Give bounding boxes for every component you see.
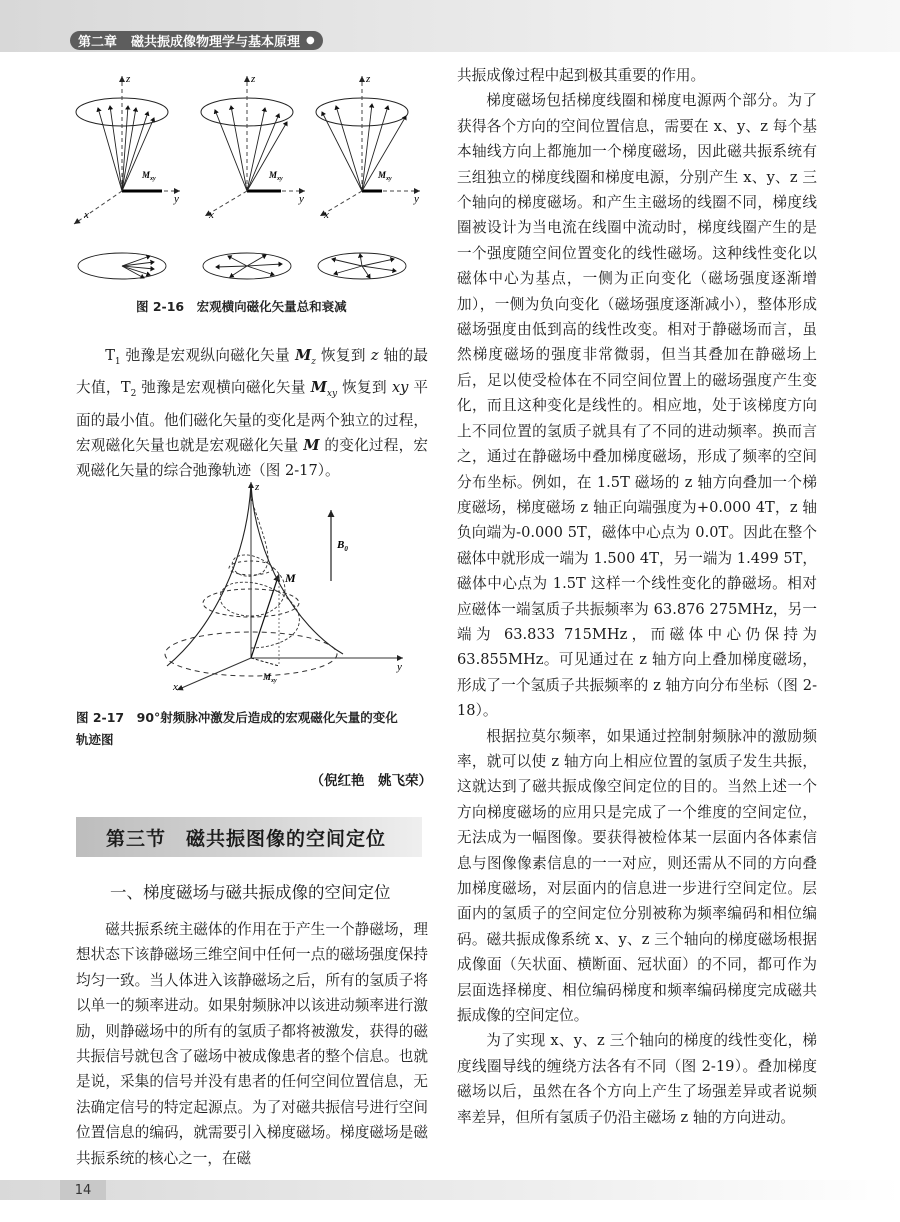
figure-2-17-caption xyxy=(76,707,432,751)
chapter-pill xyxy=(70,31,323,50)
right-column xyxy=(457,63,817,1130)
caption-line: 图 2-17 90°射频脉冲激发后造成的宏观磁化矢量的变化 xyxy=(76,710,398,725)
svg-text:Mxy: $M_{xy}$ xyxy=(142,170,156,182)
svg-text:B0: $B_0$ xyxy=(337,539,348,553)
chapter-label: 第二章 xyxy=(78,35,118,50)
svg-text:y: y xyxy=(174,193,179,205)
subsection-heading: 一、梯度磁场与磁共振成像的空间定位 xyxy=(110,883,391,902)
svg-text:y: y xyxy=(397,661,402,673)
figure-2-17 xyxy=(155,476,415,698)
svg-text:z: z xyxy=(126,73,131,85)
running-header xyxy=(0,0,900,52)
svg-text:Mxy: $M_{xy}$ xyxy=(263,672,277,684)
svg-text:Mxy: $M_{xy}$ xyxy=(269,170,283,182)
paragraph: 为了实现 x、y、z 三个轴向的梯度的线性变化，梯度线圈导线的缠绕方法各有不同（图 2-19）。叠加梯度磁场以后，虽然在各个方向上产生了场强差异或者说频率差异，但所有氢质子仍沿主磁场 z 轴的方向进动。 xyxy=(457,1032,817,1126)
section-title: 第三节 磁共振图像的空间定位 xyxy=(106,827,387,850)
svg-text:x: x xyxy=(324,209,329,221)
svg-text:Mxy: $M_{xy}$ xyxy=(378,170,392,182)
svg-text:z: z xyxy=(255,481,260,493)
authors: （倪红艳 姚飞荣） xyxy=(310,773,432,789)
section-heading xyxy=(76,817,422,857)
paragraph: 根据拉莫尔频率，如果通过控制射频脉冲的激励频率，就可以使 z 轴方向上相应位置的氢质子发生共振，这就达到了磁共振成像空间定位的目的。当然上述一个方向梯度磁场的应用只是完成了一个维度的空间定位，无法成为一幅图像。要获得被检体某一层面内各体素信息与图像像素信息的一一对应，则还需从不同的方向叠加梯度磁场，对层面内的信息进一步进行空间定位。层面内的氢质子的空间定位分别被称为频率编码和相位编码。磁共振成像系统 x、y、z 三个轴向的梯度磁场根据成像面（矢状面、横断面、冠状面）的不同，都可作为层面选择梯度、相位编码梯度和频率编码梯度完成磁共振成像的空间定位。 xyxy=(457,727,817,1025)
svg-text:x: x xyxy=(209,209,214,221)
figure-2-16-caption: 图 2-16 宏观横向磁化矢量总和衰减 xyxy=(136,299,347,314)
paragraph: 梯度磁场包括梯度线圈和梯度电源两个部分。为了获得各个方向的空间位置信息，需要在 x、y、z 每个基本轴线方向上都施加一个梯度磁场，因此磁共振系统有三组独立的梯度线圈和梯度电源，分别产生 x、y、z 三个轴向的梯度磁场。和产生主磁场的线圈不同，梯度线圈被设计为当电流在线圈中流动时，梯度线圈产生的是一个强度随空间位置变化的线性磁场。这种线性变化以磁体中心为基点，一侧为正向变化（磁场强度逐渐增加），一侧为负向变化（磁场强度逐渐减小），整体形成磁场强度由低到高的线性改变。相对于静磁场而言，虽然梯度磁场的强度非常微弱，但当其叠加在静磁场上后，足以使受检体在不同空间位置上的磁场强度产生变化，而且这种变化是线性的。相应地，处于该梯度方向上不同位置的氢质子就具有了不同的进动频率。换而言之，通过在静磁场中叠加梯度磁场，形成了频率的空间分布坐标。例如，在 1.5T 磁场的 z 轴方向叠加一个梯度磁场，梯度磁场 z 轴正向端强度为+0.000 4T，z 轴负向端为-0.000 5T，磁体中心点为 0.0T。因此在整个磁体中就形成一端为 1.500 4T，另一端为 1.499 5T，磁体中心点为 1.5T 这样一个线性变化的静磁场。相对应磁体一端氢质子共振频率为 63.876 275MHz，另一端为 63.833 715MHz，而磁体中心仍保持为 63.855MHz。可见通过在 z 轴方向上叠加梯度磁场，形成了一个氢质子共振频率的 z 轴方向分布坐标（图 2-18）。 xyxy=(457,92,817,720)
svg-text:x: x xyxy=(173,681,178,693)
svg-text:M: M xyxy=(285,571,296,585)
paragraph: $T_1$ 弛豫是宏观纵向磁化矢量 $M_z$ 恢复到 z 轴的最大值，$T_2$ 弛豫是宏观横向磁化矢量 $M_{xy}$ 恢复到 xy 平面的最小值。他们磁化矢量的变化是两个独立的过程，宏观磁化矢量也就是宏观磁化矢量 M 的变化过程，宏观磁化矢量的综合弛豫轨迹（图 2-17）。 xyxy=(76,347,429,480)
left-paragraph-relaxation xyxy=(76,343,428,484)
caption-line: 轨迹图 xyxy=(76,732,114,747)
left-paragraph-main xyxy=(76,917,428,1171)
figure-2-16-panel-2 xyxy=(201,73,305,221)
page-number: 14 xyxy=(60,1180,106,1200)
bullet-icon: ● xyxy=(306,35,315,46)
paragraph: 磁共振系统主磁体的作用在于产生一个静磁场，理想状态下该静磁场三维空间中任何一点的磁场强度保持均匀一致。当人体进入该静磁场之后，所有的氢质子将以单一的频率进动。如果射频脉冲以该进动频率进行激励，则静磁场中的所有的氢质子都将被激发，获得的磁共振信号就包含了磁场中被成像患者的整个信息。也就是说，采集的信号并没有患者的任何空间位置信息，无法确定信号的特定起源点。为了对磁共振信号进行空间位置信息的编码，就需要引入梯度磁场。梯度磁场是磁共振系统的核心之一，在磁 xyxy=(76,921,428,1167)
page-footer xyxy=(0,1180,900,1200)
chapter-title: 磁共振成像物理学与基本原理 xyxy=(131,35,301,50)
svg-text:z: z xyxy=(251,73,256,85)
figure-2-16 xyxy=(70,66,430,291)
figure-2-16-top-views xyxy=(78,253,406,279)
figure-2-16-panel-1 xyxy=(74,73,180,224)
svg-text:z: z xyxy=(366,73,371,85)
svg-text:y: y xyxy=(414,193,419,205)
svg-text:x: x xyxy=(84,209,89,221)
paragraph-continuation: 共振成像过程中起到极其重要的作用。 xyxy=(457,67,706,84)
svg-text:y: y xyxy=(299,193,304,205)
figure-2-16-panel-3 xyxy=(316,73,420,221)
